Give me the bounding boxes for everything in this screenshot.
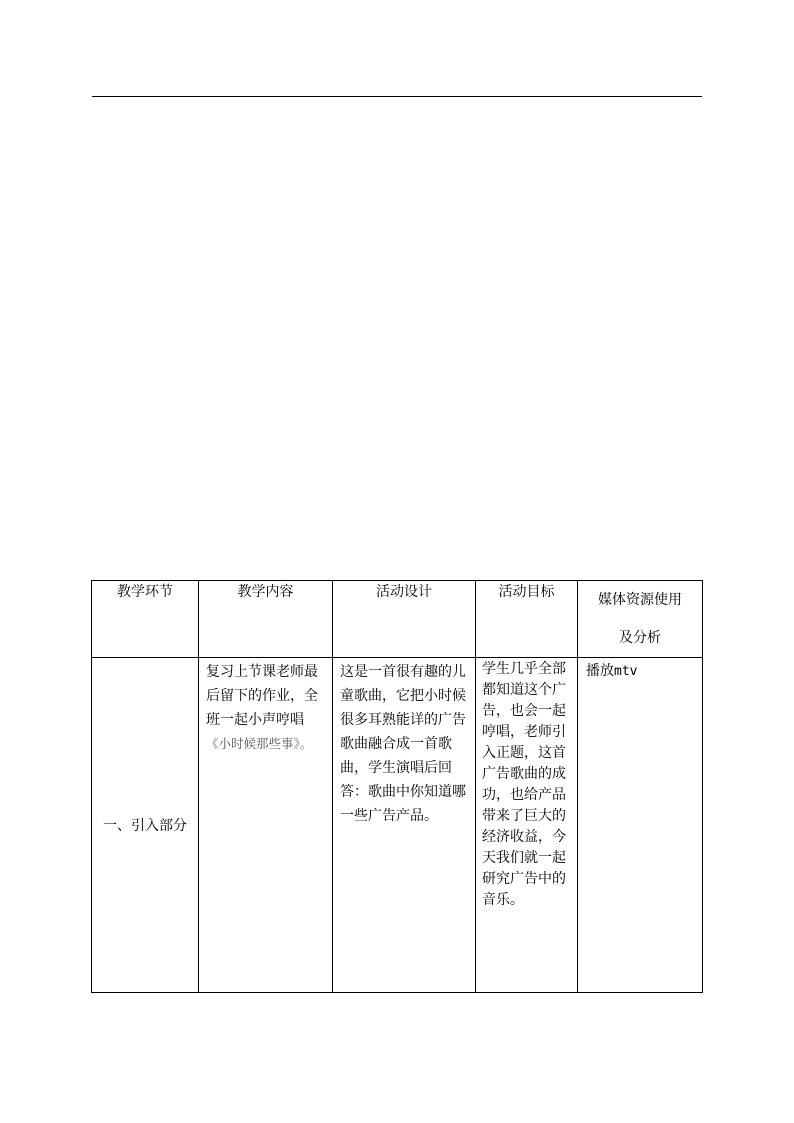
header-content: 教学内容 [199, 581, 333, 658]
header-media [578, 581, 703, 658]
header-stage: 教学环节 [92, 581, 199, 658]
goal-text: 学生几乎全部都知道这个广告，也会一起哼唱，老师引入正题，这首广告歌曲的成功，也给产品带来了巨大的经济收益，今天我们就一起研究广告中的音乐。 [482, 661, 566, 908]
song-title: 《小时候那些事》。 [206, 736, 313, 751]
media-format: mtv [614, 664, 638, 679]
header-media-line2: 及分析 [619, 630, 661, 646]
media-prefix: 播放 [586, 663, 614, 679]
content-text: 复习上节课老师最后留下的作业，全班一起小声哼唱 [206, 664, 318, 728]
goal-cell [476, 658, 578, 993]
media-cell [578, 658, 703, 993]
table-row [92, 658, 703, 993]
header-rule [92, 96, 702, 97]
header-media-line1: 媒体资源使用 [598, 592, 682, 608]
lesson-plan-table [91, 580, 703, 993]
activity-cell [333, 658, 476, 993]
activity-text: 这是一首很有趣的儿童歌曲，它把小时候很多耳熟能详的广告歌曲融合成一首歌曲，学生演唱后回答：歌曲中你知道哪一些广告产品。 [340, 664, 466, 824]
header-goal: 活动目标 [476, 581, 578, 658]
table-header-row [92, 581, 703, 658]
stage-cell: 一、引入部分 [92, 658, 199, 993]
header-activity: 活动设计 [333, 581, 476, 658]
content-cell [199, 658, 333, 993]
